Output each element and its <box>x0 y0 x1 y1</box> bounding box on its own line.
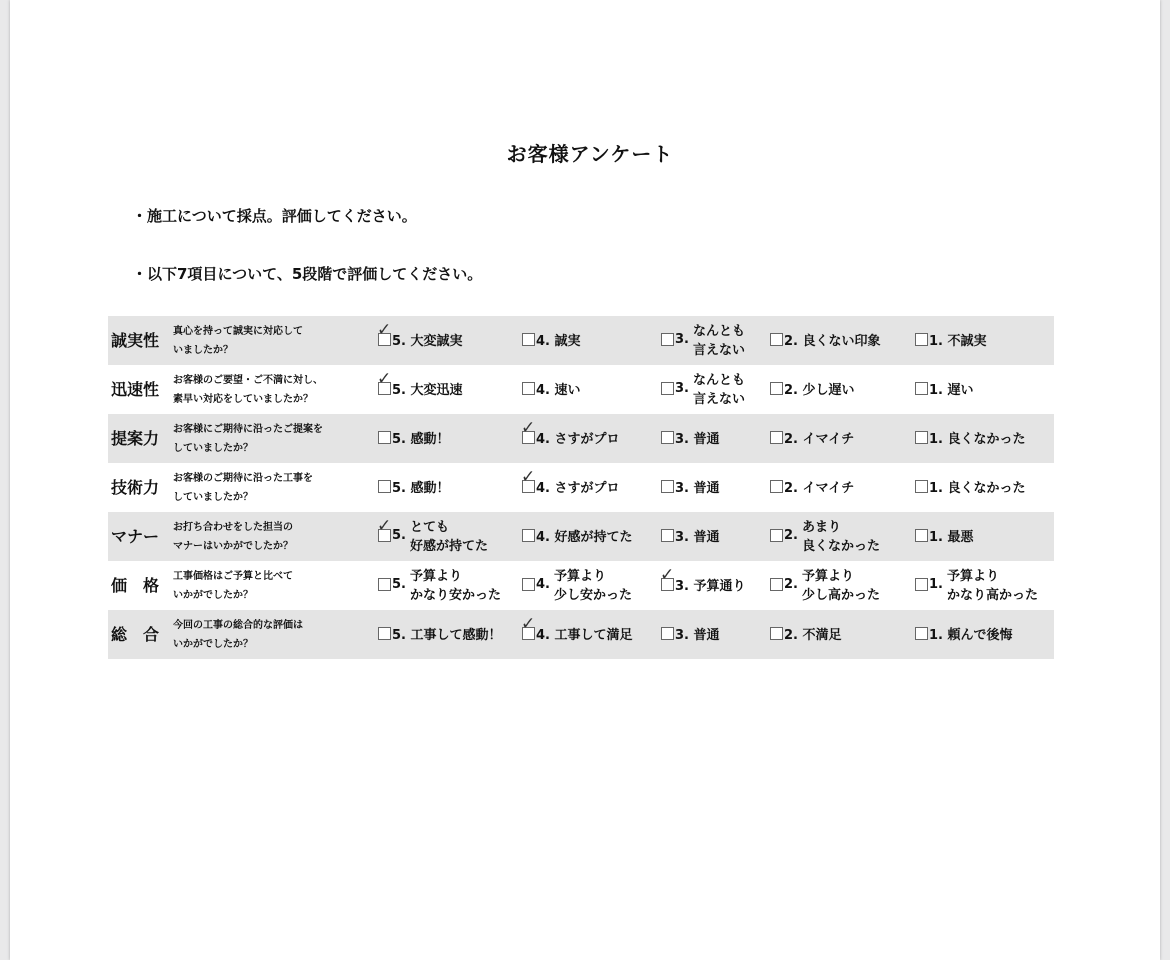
instruction-line: ・施工について採点。評価してください。 <box>132 207 417 225</box>
checkbox[interactable] <box>661 529 674 542</box>
survey-row <box>108 512 1054 561</box>
checkbox[interactable] <box>770 627 783 640</box>
check-mark-icon: ✓ <box>377 320 392 340</box>
option-label: 3. 普通 <box>675 530 720 545</box>
category-label: マナー <box>111 527 160 546</box>
checkbox[interactable] <box>770 480 783 493</box>
checkbox[interactable] <box>661 333 674 346</box>
option-label: 1. 良くなかった <box>929 432 1026 447</box>
category-label: 価 格 <box>111 576 160 595</box>
survey-row <box>108 316 1054 365</box>
option-label: 2. 不満足 <box>784 628 842 643</box>
checkbox[interactable] <box>770 333 783 346</box>
option-label: 1. 良くなかった <box>929 481 1026 496</box>
option-number: 5. <box>392 577 406 592</box>
checkbox[interactable] <box>915 333 928 346</box>
option-label: 2. イマイチ <box>784 481 855 496</box>
check-mark-icon: ✓ <box>377 516 392 536</box>
option-label: なんとも 言えない <box>693 324 746 358</box>
option-label: 予算より かなり安かった <box>410 569 502 603</box>
option-label: 4. さすがプロ <box>536 481 620 496</box>
option-number: 5. <box>392 528 406 543</box>
check-mark-icon: ✓ <box>521 467 536 487</box>
option-label: 3. 普通 <box>675 432 720 447</box>
checkbox[interactable] <box>915 480 928 493</box>
option-label: 4. 速い <box>536 383 581 398</box>
checkbox[interactable] <box>661 382 674 395</box>
option-label: 2. 良くない印象 <box>784 334 881 349</box>
question-text: お打ち合わせをした担当の マナーはいかがでしたか？ <box>173 522 293 552</box>
option-label: 1. 頼んで後悔 <box>929 628 1013 643</box>
option-label: 予算より かなり高かった <box>947 569 1039 603</box>
option-label: 1. 最悪 <box>929 530 974 545</box>
option-label: 4. さすがプロ <box>536 432 620 447</box>
checkbox[interactable] <box>522 578 535 591</box>
category-label: 提案力 <box>111 429 160 448</box>
page-title: お客様アンケート <box>506 142 674 166</box>
survey-row <box>108 365 1054 414</box>
checkbox[interactable] <box>915 578 928 591</box>
question-text: 今回の工事の総合的な評価は いかがでしたか？ <box>173 620 303 650</box>
check-mark-icon: ✓ <box>521 418 536 438</box>
category-label: 技術力 <box>111 478 160 497</box>
option-number: 3. <box>675 381 689 396</box>
checkbox[interactable] <box>378 480 391 493</box>
checkbox[interactable] <box>661 480 674 493</box>
question-text: お客様のご要望・ご不満に対し、 素早い対応をしていましたか？ <box>173 375 323 405</box>
option-label: 5. 大変迅速 <box>392 383 463 398</box>
check-mark-icon: ✓ <box>377 369 392 389</box>
option-label: 1. 遅い <box>929 383 974 398</box>
option-label: 2. イマイチ <box>784 432 855 447</box>
instruction-line: ・以下7項目について、5段階で評価してください。 <box>132 265 483 283</box>
checkbox[interactable] <box>770 578 783 591</box>
survey-row <box>108 463 1054 512</box>
option-label: 5. 感動！ <box>392 481 450 496</box>
survey-row <box>108 414 1054 463</box>
question-text: 真心を持って誠実に対応して いましたか？ <box>173 326 303 356</box>
question-text: お客様にご期待に沿ったご提案を していましたか？ <box>173 424 323 454</box>
option-label: 4. 誠実 <box>536 334 581 349</box>
checkbox[interactable] <box>770 529 783 542</box>
checkbox[interactable] <box>770 431 783 444</box>
category-label: 総 合 <box>111 625 160 644</box>
category-label: 迅速性 <box>111 380 160 399</box>
checkbox[interactable] <box>378 578 391 591</box>
checkbox[interactable] <box>915 627 928 640</box>
option-label: 予算より 少し安かった <box>554 569 633 603</box>
option-label: あまり 良くなかった <box>802 520 881 554</box>
option-label: 予算より 少し高かった <box>802 569 881 603</box>
option-label: とても 好感が持てた <box>410 520 489 554</box>
option-label: 3. 普通 <box>675 628 720 643</box>
option-label: 4. 工事して満足 <box>536 628 633 643</box>
option-number: 1. <box>929 577 943 592</box>
option-number: 4. <box>536 577 550 592</box>
category-label: 誠実性 <box>111 331 160 350</box>
option-label: 3. 予算通り <box>675 579 746 594</box>
checkbox[interactable] <box>522 333 535 346</box>
checkbox[interactable] <box>661 627 674 640</box>
option-label: 4. 好感が持てた <box>536 530 633 545</box>
option-number: 3. <box>675 332 689 347</box>
survey-table <box>108 316 1054 659</box>
option-number: 2. <box>784 528 798 543</box>
checkbox[interactable] <box>522 382 535 395</box>
option-label: 5. 工事して感動！ <box>392 628 502 643</box>
option-label: 5. 大変誠実 <box>392 334 463 349</box>
checkbox[interactable] <box>522 529 535 542</box>
option-label: 5. 感動！ <box>392 432 450 447</box>
option-number: 2. <box>784 577 798 592</box>
checkbox[interactable] <box>661 431 674 444</box>
checkbox[interactable] <box>915 382 928 395</box>
checkbox[interactable] <box>770 382 783 395</box>
check-mark-icon: ✓ <box>521 614 536 634</box>
option-label: 3. 普通 <box>675 481 720 496</box>
checkbox[interactable] <box>378 627 391 640</box>
survey-row <box>108 561 1054 610</box>
option-label: 1. 不誠実 <box>929 334 987 349</box>
option-label: 2. 少し遅い <box>784 383 855 398</box>
option-label: なんとも 言えない <box>693 373 746 407</box>
check-mark-icon: ✓ <box>660 565 675 585</box>
survey-row <box>108 610 1054 659</box>
checkbox[interactable] <box>915 431 928 444</box>
question-text: お客様のご期待に沿った工事を していましたか？ <box>173 473 313 503</box>
checkbox[interactable] <box>378 431 391 444</box>
checkbox[interactable] <box>915 529 928 542</box>
question-text: 工事価格はご予算と比べて いかがでしたか？ <box>173 571 293 601</box>
